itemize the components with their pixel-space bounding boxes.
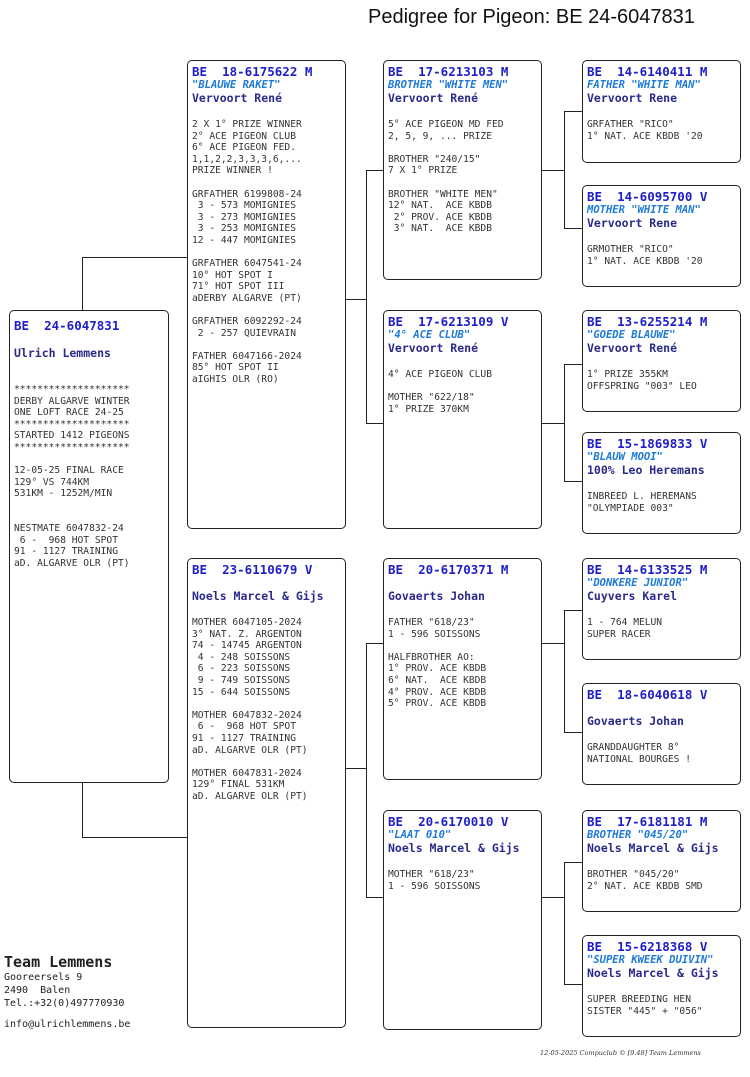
great-grandparent-card-fff <box>582 60 741 163</box>
ring-number: BE 17-6181181 M <box>587 814 708 829</box>
ring-number: BE 15-6218368 V <box>587 939 708 954</box>
pigeon-nickname: "LAAT 010" <box>388 829 452 841</box>
pigeon-nickname: BROTHER "WHITE MEN" <box>388 79 509 91</box>
pigeon-info: 2 X 1° PRIZE WINNER 2° ACE PIGEON CLUB 6° ACE PIGEON FED. 1,1,2,2,3,3,3,6,... PRIZE WINNER ! GRFATHER 6199808-24 3 - 573 MOMIGNIES 3 - 273 MOMIGNIES 3 - 253 MOMIGNIES 12 - 447 MOMIGNIES GRFATHER 6047541-24 10° HOT SPOT I 71° HOT SPOT III aDERBY ALGARVE (PT) GRFATHER 6092292-24 2 - 257 QUIEVRAIN FATHER 6047166-2024 85° HOT SPOT II aIGHIS OLR (RO) <box>192 119 302 386</box>
owner-name: Noels Marcel & Gijs <box>192 589 324 603</box>
great-grandparent-card-ffm <box>582 185 741 287</box>
owner-name: Vervoort René <box>388 91 479 105</box>
pigeon-nickname: BROTHER "045/20" <box>587 829 689 841</box>
pigeon-info: GRFATHER "RICO" 1° NAT. ACE KBDB '20 <box>587 119 703 142</box>
connector-line <box>82 837 187 838</box>
connector-line <box>542 643 564 644</box>
maternal-grandmother-card <box>383 810 542 1030</box>
team-street: Gooreersels 9 <box>4 972 83 983</box>
ring-number: BE 14-6140411 M <box>587 64 708 79</box>
owner-name: Vervoort Rene <box>587 216 678 230</box>
pigeon-nickname: "4° ACE CLUB" <box>388 329 471 341</box>
pigeon-info: GRMOTHER "RICO" 1° NAT. ACE KBDB '20 <box>587 244 703 267</box>
pigeon-info: 1 - 764 MELUN SUPER RACER <box>587 617 663 640</box>
ring-number: BE 14-6133525 M <box>587 562 708 577</box>
connector-line <box>366 643 367 898</box>
owner-name: Noels Marcel & Gijs <box>587 841 719 855</box>
connector-line <box>366 423 383 424</box>
connector-line <box>564 862 582 863</box>
connector-line <box>542 897 564 898</box>
connector-line <box>366 170 367 424</box>
pigeon-info: BROTHER "045/20" 2° NAT. ACE KBDB SMD <box>587 869 703 892</box>
connector-line <box>564 862 565 985</box>
owner-name: Govaerts Johan <box>587 714 684 728</box>
connector-line <box>366 897 383 898</box>
connector-line <box>366 643 383 644</box>
ring-number: BE 24-6047831 <box>14 318 120 333</box>
connector-line <box>564 610 582 611</box>
pigeon-nickname: "SUPER KWEEK DUIVIN" <box>587 954 714 966</box>
great-grandparent-card-mfm <box>582 683 741 785</box>
owner-name: 100% Leo Heremans <box>587 463 705 477</box>
connector-line <box>564 364 582 365</box>
connector-line <box>564 610 565 733</box>
connector-line <box>346 768 366 769</box>
owner-name: Noels Marcel & Gijs <box>388 841 520 855</box>
ring-number: BE 18-6040618 V <box>587 687 708 702</box>
connector-line <box>564 481 582 482</box>
pigeon-info: GRANDDAUGHTER 8° NATIONAL BOURGES ! <box>587 742 691 765</box>
ring-number: BE 13-6255214 M <box>587 314 708 329</box>
ring-number: BE 20-6170010 V <box>388 814 509 829</box>
great-grandparent-card-mff <box>582 558 741 660</box>
great-grandparent-card-fmm <box>582 432 741 534</box>
father-card <box>187 60 346 529</box>
pigeon-info: 4° ACE PIGEON CLUB MOTHER "622/18" 1° PRIZE 370KM <box>388 369 492 415</box>
connector-line <box>564 228 582 229</box>
pigeon-nickname: "DONKERE JUNIOR" <box>587 577 689 589</box>
connector-line <box>542 423 564 424</box>
paternal-grandmother-card <box>383 310 542 529</box>
ring-number: BE 20-6170371 M <box>388 562 509 577</box>
connector-line <box>366 170 383 171</box>
pigeon-nickname: MOTHER "WHITE MAN" <box>587 204 701 216</box>
pigeon-nickname: "GOEDE BLAUWE" <box>587 329 676 341</box>
owner-name: Vervoort René <box>192 91 283 105</box>
page-title: Pedigree for Pigeon: BE 24-6047831 <box>368 6 695 28</box>
owner-name: Vervoort Rene <box>587 91 678 105</box>
connector-line <box>564 984 582 985</box>
pigeon-info: FATHER "618/23" 1 - 596 SOISSONS HALFBROTHER AO: 1° PROV. ACE KBDB 6° NAT. ACE KBDB 4° PROV. ACE KBDB 5° PROV. ACE KBDB <box>388 617 487 710</box>
connector-line <box>542 170 564 171</box>
pigeon-nickname: "BLAUW MOOI" <box>587 451 663 463</box>
pigeon-info: 5° ACE PIGEON MD FED 2, 5, 9, ... PRIZE BROTHER "240/15" 7 X 1° PRIZE BROTHER "WHITE MEN" 12° NAT. ACE KBDB 2° PROV. ACE KBDB 3° NAT. ACE KBDB <box>388 119 504 235</box>
footer-credit: 12-05-2025 Compuclub © [9.48] Team Lemmens <box>540 1049 701 1057</box>
subject-pigeon-card <box>9 310 169 783</box>
owner-name: Vervoort René <box>587 341 678 355</box>
pigeon-info: SUPER BREEDING HEN SISTER "445" + "056" <box>587 994 703 1017</box>
connector-line <box>346 299 366 300</box>
paternal-grandfather-card <box>383 60 542 280</box>
owner-name: Vervoort René <box>388 341 479 355</box>
owner-name: Cuyvers Karel <box>587 589 678 603</box>
pigeon-info: MOTHER 6047105-2024 3° NAT. Z. ARGENTON 74 - 14745 ARGENTON 4 - 248 SOISSONS 6 - 223 SOISSONS 9 - 749 SOISSONS 15 - 644 SOISSONS MOTHER 6047832-2024 6 - 968 HOT SPOT 91 - 1127 TRAINING aD. ALGARVE OLR (PT) MOTHER 6047831-2024 129° FINAL 531KM aD. ALGARVE OLR (PT) <box>192 617 308 802</box>
pigeon-info: 1° PRIZE 355KM OFFSPRING "003" LEO <box>587 369 697 392</box>
pigeon-nickname: FATHER "WHITE MAN" <box>587 79 701 91</box>
ring-number: BE 17-6213103 M <box>388 64 509 79</box>
connector-line <box>82 783 83 838</box>
great-grandparent-card-mmm <box>582 935 741 1037</box>
team-email[interactable]: info@ulrichlemmens.be <box>4 1019 131 1030</box>
ring-number: BE 23-6110679 V <box>192 562 313 577</box>
ring-number: BE 18-6175622 M <box>192 64 313 79</box>
team-phone: Tel.:+32(0)497770930 <box>4 998 125 1009</box>
mother-card <box>187 558 346 1028</box>
connector-line <box>564 364 565 482</box>
owner-name: Noels Marcel & Gijs <box>587 966 719 980</box>
team-city: 2490 Balen <box>4 985 71 996</box>
connector-line <box>82 257 83 310</box>
connector-line <box>564 111 582 112</box>
ring-number: BE 15-1869833 V <box>587 436 708 451</box>
team-contact-block <box>4 953 130 1031</box>
pigeon-info: ******************** DERBY ALGARVE WINTER ONE LOFT RACE 24-25 ******************** STARTED 1412 PIGEONS ******************** 12-05-25 FINAL RACE 129° VS 744KM 531KM - 1252M/MIN NESTMATE 6047832-24 6 - 968 HOT SPOT 91 - 1127 TRAINING aD. ALGARVE OLR (PT) <box>14 384 130 569</box>
owner-name: Govaerts Johan <box>388 589 485 603</box>
team-name: Team Lemmens <box>4 953 113 971</box>
great-grandparent-card-fmf <box>582 310 741 412</box>
great-grandparent-card-mmf <box>582 810 741 912</box>
ring-number: BE 17-6213109 V <box>388 314 509 329</box>
connector-line <box>82 257 187 258</box>
connector-line <box>564 111 565 229</box>
pigeon-info: INBREED L. HEREMANS "OLYMPIADE 003" <box>587 491 697 514</box>
connector-line <box>564 732 582 733</box>
pigeon-info: MOTHER "618/23" 1 - 596 SOISSONS <box>388 869 481 892</box>
owner-name: Ulrich Lemmens <box>14 346 111 360</box>
maternal-grandfather-card <box>383 558 542 780</box>
pigeon-nickname: "BLAUWE RAKET" <box>192 79 281 91</box>
ring-number: BE 14-6095700 V <box>587 189 708 204</box>
